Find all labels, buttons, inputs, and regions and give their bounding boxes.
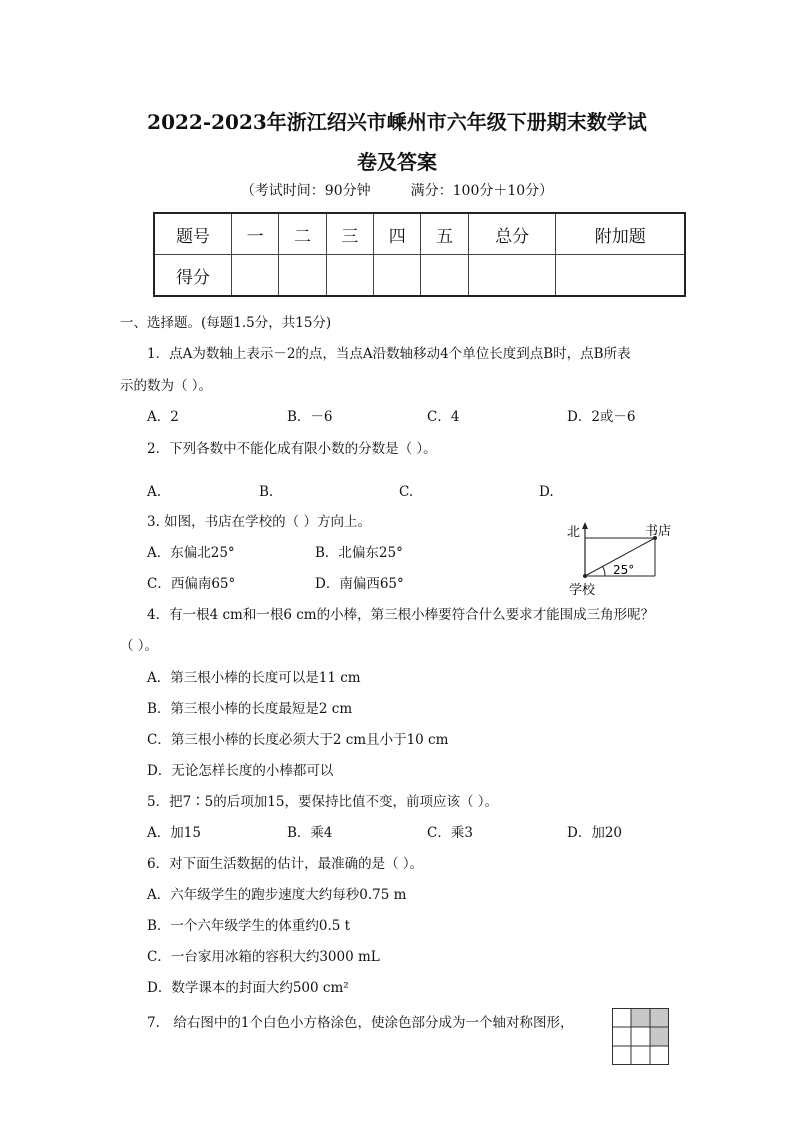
q3-stem: 3. 如图，书店在学校的（ ）方向上。 <box>147 514 371 530</box>
angle-label: 25° <box>613 563 635 577</box>
q6-option-b: B．一个六年级学生的体重约0.5 t <box>147 918 351 934</box>
q6-option-d: D．数学课本的封面大约500 cm² <box>147 980 349 996</box>
score-header-cell: 一 <box>232 213 279 255</box>
score-row-label: 得分 <box>154 255 232 297</box>
doc-title-line1: 2022-2023年浙江绍兴市嵊州市六年级下册期末数学试 <box>147 110 647 134</box>
score-cell <box>421 255 468 297</box>
angle-arc <box>603 566 605 576</box>
north-arrow <box>582 522 588 529</box>
shaded-cell <box>650 1027 669 1046</box>
q4-option-a: A．第三根小棒的长度可以是11 cm <box>147 670 361 686</box>
q5-stem: 5．把7∶5的后项加15，要保持比值不变，前项应该（ ）。 <box>147 794 498 810</box>
score-header-cell: 五 <box>421 213 468 255</box>
q5-option-d: D．加20 <box>567 825 623 841</box>
full-score: 满分：100分＋10分） <box>410 183 554 199</box>
q4-stem: 4．有一根4 cm和一根6 cm的小棒，第三根小棒要符合什么要求才能围成三角形呢？ <box>147 607 655 623</box>
q5-option-c: C．乘3 <box>427 825 473 841</box>
doc-title-line2: 卷及答案 <box>357 150 437 174</box>
shop-school-diagram <box>565 520 680 600</box>
score-header-cell: 附加题 <box>556 213 685 255</box>
score-table <box>153 212 686 297</box>
score-table-header-row <box>154 213 685 255</box>
shaded-cell <box>631 1008 650 1027</box>
q2-option-c: C. <box>399 484 414 500</box>
q5-option-a: A．加15 <box>147 825 201 841</box>
section-1-heading: 一、选择题。(每题1.5分，共15分) <box>120 315 332 331</box>
q3-option-a: A．东偏北25° <box>147 545 235 561</box>
school-point <box>583 574 587 578</box>
q1-option-b: B．－6 <box>287 409 333 425</box>
shaded-cell <box>650 1008 669 1027</box>
q5-option-b: B．乘4 <box>287 825 333 841</box>
score-cell <box>374 255 421 297</box>
north-label: 北 <box>567 525 581 540</box>
score-cell <box>279 255 326 297</box>
q1-stem-cont: 示的数为（ ）。 <box>120 378 213 394</box>
score-cell <box>326 255 373 297</box>
score-table-score-row <box>154 255 685 297</box>
q1-stem: 1．点A为数轴上表示－2的点，当点A沿数轴移动4个单位长度到点B时，点B所表 <box>147 346 631 362</box>
q4-option-b: B．第三根小棒的长度最短是2 cm <box>147 701 353 717</box>
score-header-cell: 二 <box>279 213 326 255</box>
symmetry-grid-figure <box>612 1008 669 1065</box>
q4-option-c: C．第三根小棒的长度必须大于2 cm且小于10 cm <box>147 732 449 748</box>
q1-option-d: D．2或－6 <box>567 409 636 425</box>
q6-option-a: A．六年级学生的跑步速度大约每秒0.75 m <box>147 887 407 903</box>
q6-stem: 6．对下面生活数据的估计，最准确的是（ ）。 <box>147 856 424 872</box>
q7-stem: 7. 给右图中的1个白色小方格涂色，使涂色部分成为一个轴对称图形， <box>147 1015 574 1031</box>
score-header-cell: 三 <box>326 213 373 255</box>
shop-label: 书店 <box>645 524 672 539</box>
score-header-cell: 四 <box>374 213 421 255</box>
score-cell <box>468 255 556 297</box>
q6-option-c: C．一台家用冰箱的容积大约3000 mL <box>147 949 380 965</box>
score-cell <box>556 255 685 297</box>
school-label: 学校 <box>569 583 596 598</box>
q2-option-b: B. <box>259 484 274 500</box>
q1-option-c: C．4 <box>427 409 460 425</box>
score-header-cell: 题号 <box>154 213 232 255</box>
q2-option-d: D. <box>539 484 554 500</box>
q2-option-a: A. <box>147 484 162 500</box>
q4-stem-cont: （ ）。 <box>120 638 159 654</box>
q2-stem: 2．下列各数中不能化成有限小数的分数是（ ）。 <box>147 441 437 457</box>
q1-option-a: A．2 <box>147 409 179 425</box>
q3-option-b: B．北偏东25° <box>315 545 403 561</box>
exam-info <box>0 180 794 200</box>
q3-option-d: D．南偏西65° <box>315 576 404 592</box>
score-header-cell: 总分 <box>468 213 556 255</box>
q4-option-d: D．无论怎样长度的小棒都可以 <box>147 763 334 779</box>
score-cell <box>232 255 279 297</box>
q3-option-c: C．西偏南65° <box>147 576 236 592</box>
exam-time: （考试时间：90分钟 <box>240 183 371 199</box>
